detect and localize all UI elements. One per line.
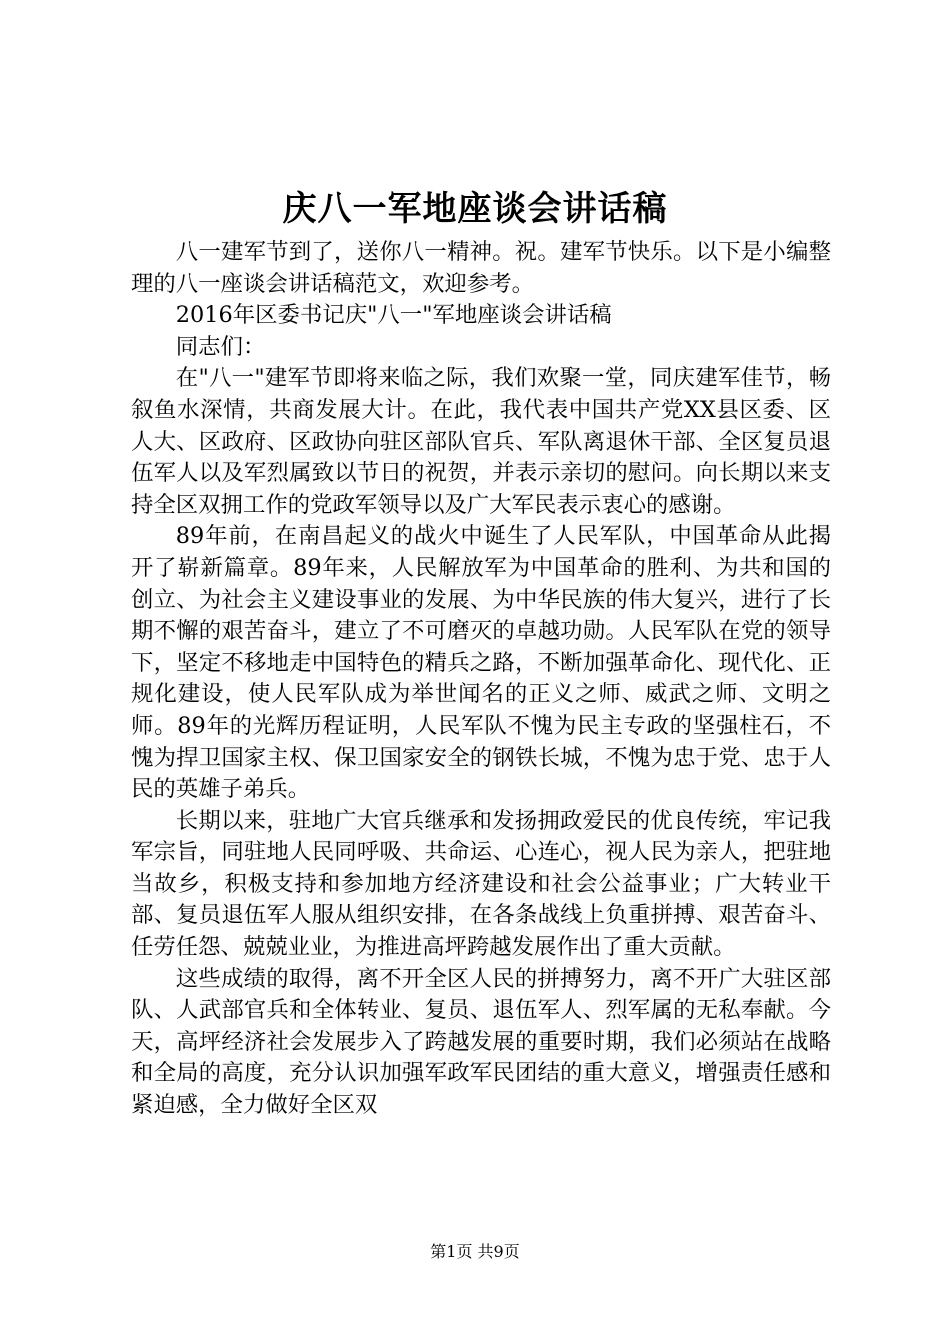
paragraph-achievements: 这些成绩的取得，离不开全区人民的拼搏努力，离不开广大驻区部队、人武部官兵和全体转业、复员、退伍军人、烈军属的无私奉献。今天，高坪经济社会发展步入了跨越发展的重要时期，我们必须站在战略和全局的高度，充分认识加强军政军民团结的重大意义，增强责任感和紧迫感，全力做好全区双 [131,965,831,1119]
document-body [131,237,831,1122]
paragraph-salutation: 同志们： [175,333,266,360]
paragraph-greeting: 在"八一"建军节即将来临之际，我们欢聚一堂，同庆建军佳节，畅叙鱼水深情，共商发展大计。在此，我代表中国共产党XX县区委、区人大、区政府、区政协向驻区部队官兵、军队离退休干部、全区复员退伍军人以及军烈属致以节日的祝贺，并表示亲切的慰问。向长期以来支持全区双拥工作的党政军领导以及广大军民表示衷心的感谢。 [131,365,831,518]
paragraph-intro: 八一建军节到了，送你八一精神。祝。建军节快乐。以下是小编整理的八一座谈会讲话稿范文，欢迎参考。 [131,239,831,297]
paragraph-history: 89年前，在南昌起义的战火中诞生了人民军队，中国革命从此揭开了崭新篇章。89年来，人民解放军为中国革命的胜利、为共和国的创立、为社会主义建设事业的发展、为中华民族的伟大复兴，进行了长期不懈的艰苦奋斗，建立了不可磨灭的卓越功勋。人民军队在党的领导下，坚定不移地走中国特色的精兵之路，不断加强革命化、现代化、正规化建设，使人民军队成为举世闻名的正义之师、威武之师、文明之师。89年的光辉历程证明，人民军队不愧为民主专政的坚强柱石，不愧为捍卫国家主权、保卫国家安全的钢铁长城，不愧为忠于党、忠于人民的英雄子弟兵。 [131,523,831,803]
paragraph-tradition: 长期以来，驻地广大官兵继承和发扬拥政爱民的优良传统，牢记我军宗旨，同驻地人民同呼吸、共命运、心连心，视人民为亲人，把驻地当故乡，积极支持和参加地方经济建设和社会公益事业；广大转业干部、复员退伍军人服从组织安排，在各条战线上负重拼搏、艰苦奋斗、任劳任怨、兢兢业业，为推进高坪跨越发展作出了重大贡献。 [131,807,831,961]
page-number: 第1页 共9页 [430,1242,520,1261]
document-title: 庆八一军地座谈会讲话稿 [282,189,668,229]
paragraph-subtitle: 2016年区委书记庆"八一"军地座谈会讲话稿 [175,302,612,329]
